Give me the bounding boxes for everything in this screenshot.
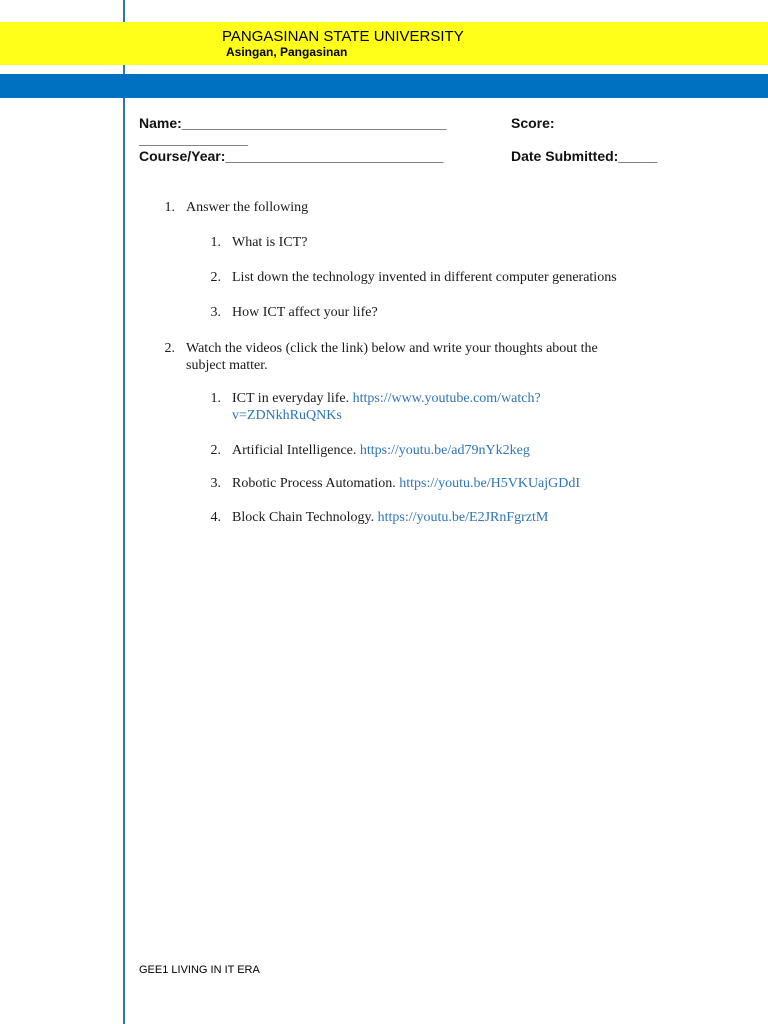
subitem-text: What is ICT? (232, 235, 308, 250)
course-year-field: Course/Year:____________________________ (139, 148, 444, 164)
video-link[interactable]: https://youtu.be/E2JRnFgrztM (377, 510, 549, 525)
subitem-number: 2. (210, 443, 221, 458)
video-link[interactable]: https://www.youtube.com/watch? (352, 391, 541, 406)
subitem-text: List down the technology invented in different computer generations (232, 270, 617, 285)
name-field-continuation: ______________ (139, 131, 249, 147)
subitem-number: 1. (210, 391, 221, 406)
item-text: Answer the following (186, 200, 309, 215)
university-name: PANGASINAN STATE UNIVERSITY (222, 28, 464, 45)
date-submitted-field: Date Submitted:_____ (511, 148, 658, 164)
subitem-text (232, 476, 580, 492)
subitem-text: How ICT affect your life? (232, 305, 378, 320)
name-field: Name:__________________________________ (139, 115, 447, 131)
score-field: Score: (511, 115, 555, 131)
campus-location: Asingan, Pangasinan (226, 45, 348, 59)
video-title: Artificial Intelligence. (232, 443, 360, 458)
subitem-number: 3. (210, 476, 221, 491)
video-title: Robotic Process Automation. (232, 476, 400, 491)
item-text-line-2: subject matter. (186, 358, 268, 373)
video-link[interactable]: https://youtu.be/H5VKUajGDdI (399, 476, 581, 491)
item-number: 1. (164, 200, 175, 215)
subitem-number: 2. (210, 270, 221, 285)
footer-course-label: GEE1 LIVING IN IT ERA (139, 964, 260, 976)
subitem-number: 1. (210, 235, 221, 250)
margin-line (123, 0, 125, 1024)
subitem-text (232, 510, 548, 526)
video-link-continuation[interactable]: v=ZDNkhRuQNKs (232, 408, 342, 423)
subitem-text (232, 443, 530, 459)
subitem-text (232, 391, 541, 407)
item-number: 2. (164, 341, 175, 356)
video-title: Block Chain Technology. (232, 510, 378, 525)
video-title: ICT in everyday life. (232, 391, 353, 406)
video-link[interactable]: https://youtu.be/ad79nYk2keg (359, 443, 530, 458)
subitem-number: 3. (210, 305, 221, 320)
header-blue-band (0, 74, 768, 98)
item-text-line-1: Watch the videos (click the link) below and write your thoughts about the (186, 341, 598, 356)
subitem-number: 4. (210, 510, 221, 525)
